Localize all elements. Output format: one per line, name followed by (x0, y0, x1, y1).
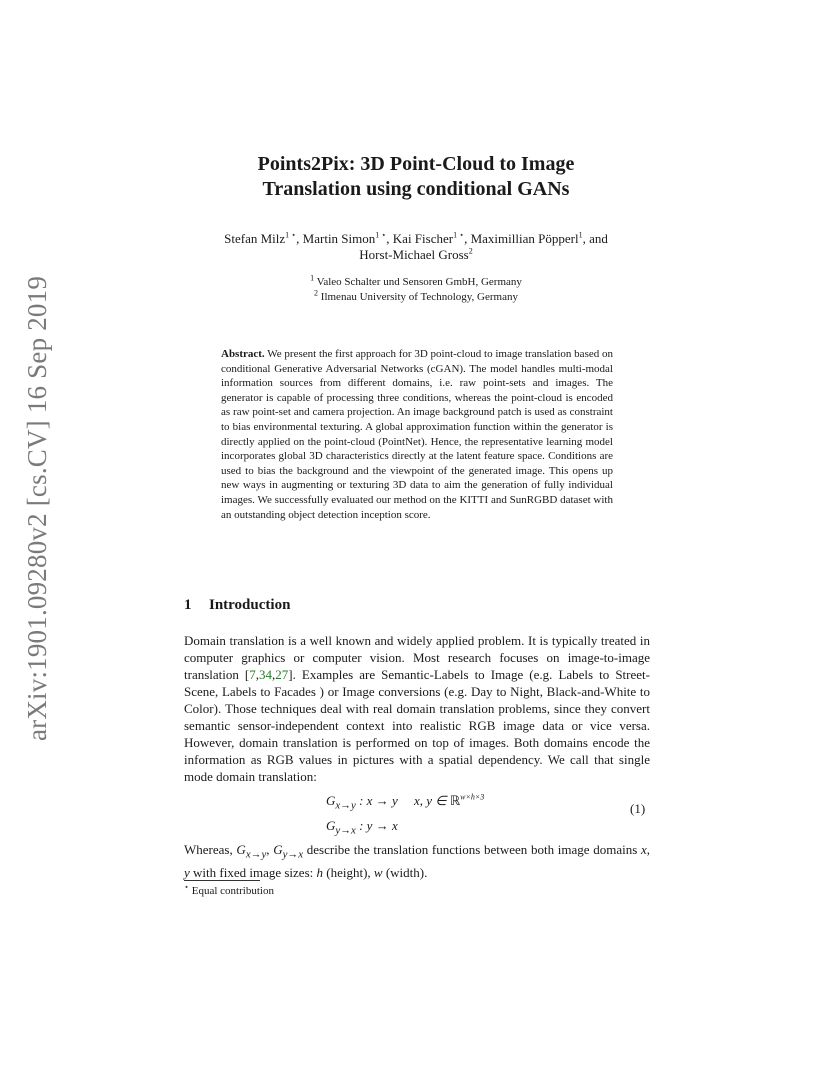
footnote-text: Equal contribution (191, 885, 274, 897)
title-line-1: Points2Pix: 3D Point-Cloud to Image (257, 153, 575, 175)
author-2: Martin Simon (302, 231, 376, 246)
author-line-1: Stefan Milz$^{1 ⋆}$, Martin Simon$^{1 ⋆}$, Kai Fischer$^{1 ⋆}$, Maximillian Pöpperl$^1$, and (224, 230, 608, 246)
section-number: 1 (184, 597, 192, 613)
citation-link[interactable]: 7 (249, 667, 256, 682)
author-list (150, 231, 682, 263)
abstract (221, 347, 613, 522)
post-equation-paragraph: Whereas, $G_{x\to y}$, $G_{y\to x}$ describe the translation functions between both image domains x, y with fixed image sizes: h (height), w (width). (184, 842, 651, 880)
affiliations (150, 275, 682, 305)
affiliation-2: $^2$ Ilmenau University of Technology, Germany (314, 288, 518, 303)
footnote-rule (184, 880, 260, 881)
citation-link[interactable]: 34 (259, 667, 273, 682)
author-and: and (589, 231, 608, 246)
citation-link[interactable]: 27 (275, 667, 289, 682)
author-1: Stefan Milz (224, 231, 286, 246)
author-3: Kai Fischer (392, 231, 454, 246)
abstract-text: We present the first approach for 3D point-cloud to image translation based on conditional Generative Adversarial Networks (cGAN). The model handles multi-modal information sources from different domains, i.e. raw point-sets and images. The generator is capable of processing three conditions, whereas the point-cloud is encoded as raw point-set and camera projection. An image background patch is used as constraint to bias environmental texturing. A global approximation function within the generator is directly applied on the point-cloud (PointNet). Hence, the representative learning model incorporates global 3D characteristics directly at the latent feature space. Conditions are used to bias the background and the viewpoint of the generated image. This opens up new ways in augmenting or texturing 3D data to aim the generation of fully individual images. We successfully evaluated our method on the KITTI and SunRGBD dataset with an outstanding object detection inception score. (221, 348, 613, 521)
equation-1 (326, 791, 484, 840)
footnote-mark: ⋆ (184, 882, 190, 892)
arxiv-stamp (18, 275, 58, 741)
author-4: Maximillian Pöpperl (470, 231, 579, 246)
paper-title (150, 152, 682, 202)
section-title: Introduction (209, 597, 291, 613)
equation-number: (1) (630, 801, 646, 816)
author-5: Horst-Michael Gross (359, 247, 469, 262)
intro-paragraph: Domain translation is a well known and widely applied problem. It is typically treated in computer graphics or computer vision. Most research focuses on image-to-image translation [7,34,27]. Examples are Semantic-Labels to Image (e.g. Labels to Street-Scene, Labels to Facades ) or Image conversions (e.g. Day to Night, Black-and-White to Color). Those techniques deal with real domain translation problems, since they convert semantic sensor-independent context into realistic RGB image data or vice versa. However, domain translation is performed on top of images. Both domains encode the information as RGB values in pictures with a spatial dependency. We call that single mode domain translation: (184, 633, 650, 784)
section-heading (184, 597, 290, 614)
title-line-2: Translation using conditional GANs (262, 178, 570, 200)
equation-line-1: $G_{x\to y}$ : x → y x, y ∈ ℝ$^{w\times h\times 3}$ (326, 792, 485, 812)
abstract-label: Abstract. (221, 348, 265, 360)
arxiv-stamp-text: arXiv:1901.09280v2 [cs.CV] 16 Sep 2019 (22, 275, 53, 741)
equation-line-2: $G_{y\to x}$ : y → x (326, 817, 398, 837)
footnote (184, 882, 274, 897)
author-line-2: Horst-Michael Gross$^2$ (359, 246, 473, 262)
affiliation-1: $^1$ Valeo Schalter und Sensoren GmbH, Germany (310, 273, 522, 288)
